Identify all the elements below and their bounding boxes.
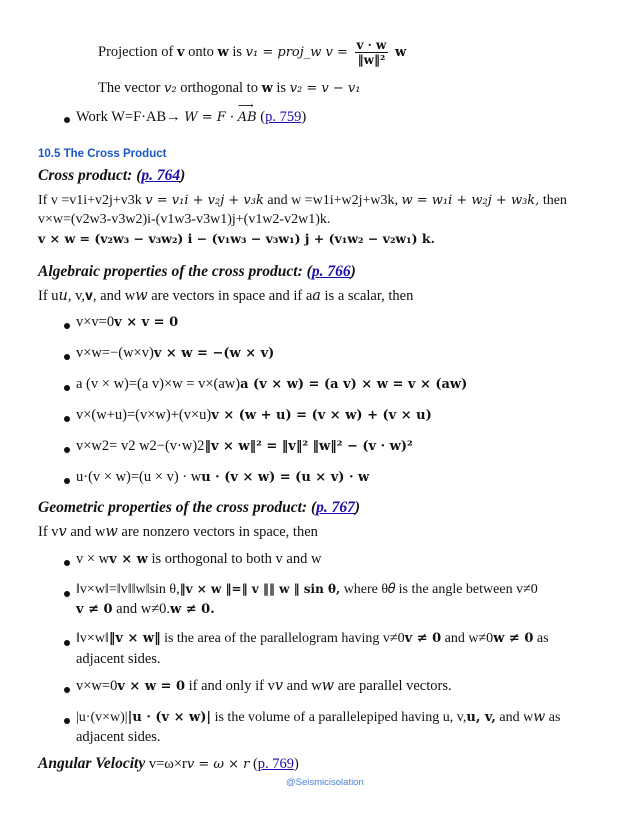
geometric-item-2: ‖v×w‖=‖v‖‖w‖sin θ,‖v × w ‖=‖ v ‖‖ w ‖ sin θ, where θ𝜃 is the angle between v≠0 [76, 582, 538, 597]
link-p764[interactable]: p. 764 [141, 167, 181, 184]
geometric-item-2-line2: v ≠ 0 and w≠0.w ≠ 0. [76, 601, 215, 617]
projection-fraction: $\frac{v \cdot w}{\text{‖w‖²}}$ [356, 38, 387, 67]
bullet-icon [64, 478, 70, 484]
bullet-icon [64, 640, 70, 646]
algebraic-item-5: v×w2= v2 w2−(v·w)2‖v × w‖² = ‖v‖² ‖w‖² − (v · w)² [76, 438, 413, 454]
algebraic-intro: If u𝑢, v,𝐯, and w𝑤 are vectors in space and if a𝑎 is a scalar, then [38, 288, 414, 304]
cross-product-def-line1: If v =v1i+v2j+v3k v = v₁i + v₂j + v₃k and w =w1i+w2j+w3k, w = w₁i + w₂j + w₃k, then [38, 193, 567, 208]
cross-product-def-line2: v×w=(v2w3-v3w2)i-(v1w3-v3w1)j+(v1w2-v2w1)k. [38, 212, 331, 227]
geometric-item-5: |u·(v×w)||u · (v × w)| is the volume of a parallelepiped having u, v,u, v, and w𝑤 as [76, 710, 561, 725]
cross-product-formula: v × w = (v₂w₃ − v₃w₂) i − (v₁w₃ − v₃w₁) j + (v₁w₂ − v₂w₁) k. [38, 231, 435, 246]
orthogonal-formula: v₂ = v − v₁ [289, 81, 361, 96]
link-p759[interactable]: p. 759 [265, 109, 302, 125]
bullet-icon [64, 416, 70, 422]
bullet-icon [64, 354, 70, 360]
geometric-item-4: v×w=0v × w = 0 if and only if v𝑣 and w𝑤 are parallel vectors. [76, 678, 452, 694]
cross-product-heading: Cross product: (p. 764) [38, 167, 186, 184]
geometric-item-3-line2: adjacent sides. [76, 651, 161, 667]
algebraic-item-2: v×w=−(w×v)v × w = −(w × v) [76, 345, 275, 361]
link-p769[interactable]: p. 769 [257, 756, 295, 772]
bullet-icon [64, 323, 70, 329]
bullet-icon [64, 718, 70, 724]
projection-line: Projection of v onto w is v₁ = proj_w v = $\frac{v \cdot w}{\text{‖w‖²}}$ w [98, 38, 407, 67]
section-title: 10.5 The Cross Product [38, 148, 167, 160]
bullet-icon [64, 117, 70, 123]
geometric-heading: Geometric properties of the cross product: (p. 767) [38, 499, 361, 516]
link-p767[interactable]: p. 767 [316, 499, 355, 516]
bullet-icon [64, 560, 70, 566]
bullet-icon [64, 591, 70, 597]
algebraic-item-3: a (v × w)=(a v)×w = v×(aw)a (v × w) = (a v) × w = v × (aw) [76, 376, 468, 392]
algebraic-heading: Algebraic properties of the cross product: (p. 766) [38, 263, 356, 280]
geometric-item-5-line2: adjacent sides. [76, 729, 161, 745]
geometric-intro: If v𝑣 and w𝑤 are nonzero vectors in space, then [38, 524, 318, 540]
geometric-item-3: ‖v×w‖‖v × w‖ is the area of the parallelogram having v≠0v ≠ 0 and w≠0w ≠ 0 as [76, 631, 549, 646]
angular-velocity-line: Angular Velocity v=ω×rv = ω × r (p. 769) [38, 755, 299, 772]
work-item: Work W=F·AB→ W = F · ⟶ AB (p. 759) [76, 109, 306, 126]
orthogonal-line: The vector v₂ orthogonal to w is v₂ = v − v₁ [98, 80, 361, 96]
vector-ab: ⟶ AB [238, 110, 257, 125]
algebraic-item-1: v×v=0v × v = 0 [76, 314, 179, 330]
projection-label: Projection of [98, 43, 174, 60]
geometric-item-1: v × wv × w is orthogonal to both v and w [76, 551, 322, 567]
bullet-icon [64, 385, 70, 391]
bullet-icon [64, 447, 70, 453]
projection-formula: v₁ = proj_w v = [245, 44, 348, 60]
algebraic-item-6: u·(v × w)=(u × v) · wu · (v × w) = (u × v) · w [76, 469, 370, 485]
watermark: @Seismicisolation [286, 777, 364, 788]
bullet-icon [64, 687, 70, 693]
algebraic-item-4: v×(w+u)=(v×w)+(v×u)v × (w + u) = (v × w) + (v × u) [76, 407, 432, 423]
link-p766[interactable]: p. 766 [311, 263, 351, 280]
